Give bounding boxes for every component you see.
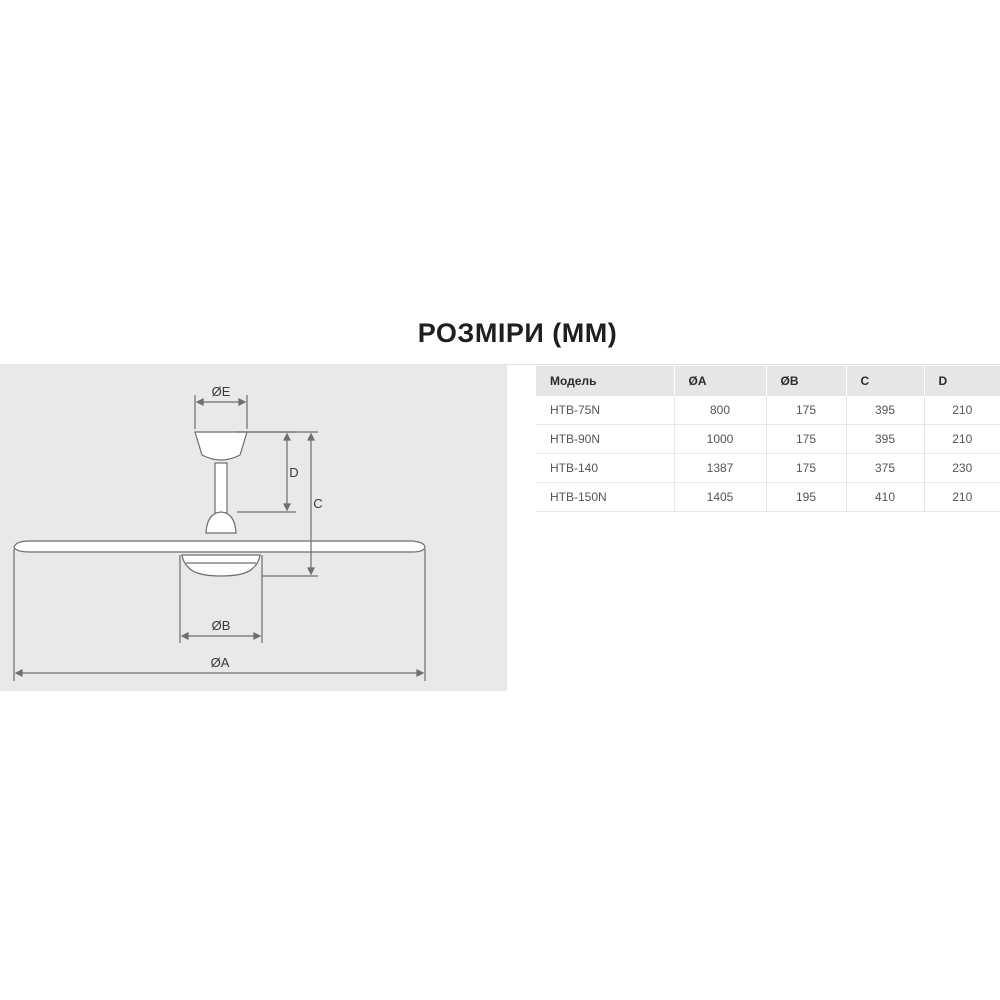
- column-header-d: D: [924, 366, 1000, 396]
- motor-housing: [206, 512, 236, 533]
- table-row: [536, 454, 1000, 483]
- dimensions-table: [536, 366, 1000, 512]
- cell-b: 175: [766, 425, 846, 454]
- dimension-label-b: ØB: [211, 618, 231, 633]
- cell-b: 175: [766, 396, 846, 425]
- fan-blades: [14, 541, 425, 552]
- ceiling-canopy: [195, 432, 247, 460]
- dimension-label-a: ØA: [210, 655, 230, 670]
- column-header-a: ØA: [674, 366, 766, 396]
- cell-c: 395: [846, 425, 924, 454]
- table-row: [536, 425, 1000, 454]
- cell-model: HTB-75N: [536, 396, 674, 425]
- dimension-label-c: C: [313, 496, 323, 511]
- cell-d: 210: [924, 396, 1000, 425]
- dimension-label-d: D: [289, 465, 299, 480]
- cell-a: 1000: [674, 425, 766, 454]
- fan-dimension-diagram: [0, 365, 507, 691]
- cell-d: 210: [924, 425, 1000, 454]
- cell-model: HTB-140: [536, 454, 674, 483]
- table-header-row: [536, 366, 1000, 396]
- cell-a: 1405: [674, 483, 766, 512]
- fan-diagram-svg: [0, 365, 507, 691]
- cell-b: 175: [766, 454, 846, 483]
- cell-d: 210: [924, 483, 1000, 512]
- dimension-label-e: ØE: [211, 384, 231, 399]
- page-title: РОЗМІРИ (ММ): [417, 318, 618, 348]
- column-header-b: ØB: [766, 366, 846, 396]
- cell-d: 230: [924, 454, 1000, 483]
- cell-a: 1387: [674, 454, 766, 483]
- table-row: [536, 396, 1000, 425]
- cell-c: 375: [846, 454, 924, 483]
- table-row: [536, 483, 1000, 512]
- downrod: [215, 463, 227, 513]
- column-header-model: Модель: [536, 366, 674, 396]
- column-header-c: C: [846, 366, 924, 396]
- cell-a: 800: [674, 396, 766, 425]
- motor-bottom: [182, 555, 260, 576]
- cell-c: 395: [846, 396, 924, 425]
- cell-model: HTB-150N: [536, 483, 674, 512]
- cell-c: 410: [846, 483, 924, 512]
- cell-model: HTB-90N: [536, 425, 674, 454]
- cell-b: 195: [766, 483, 846, 512]
